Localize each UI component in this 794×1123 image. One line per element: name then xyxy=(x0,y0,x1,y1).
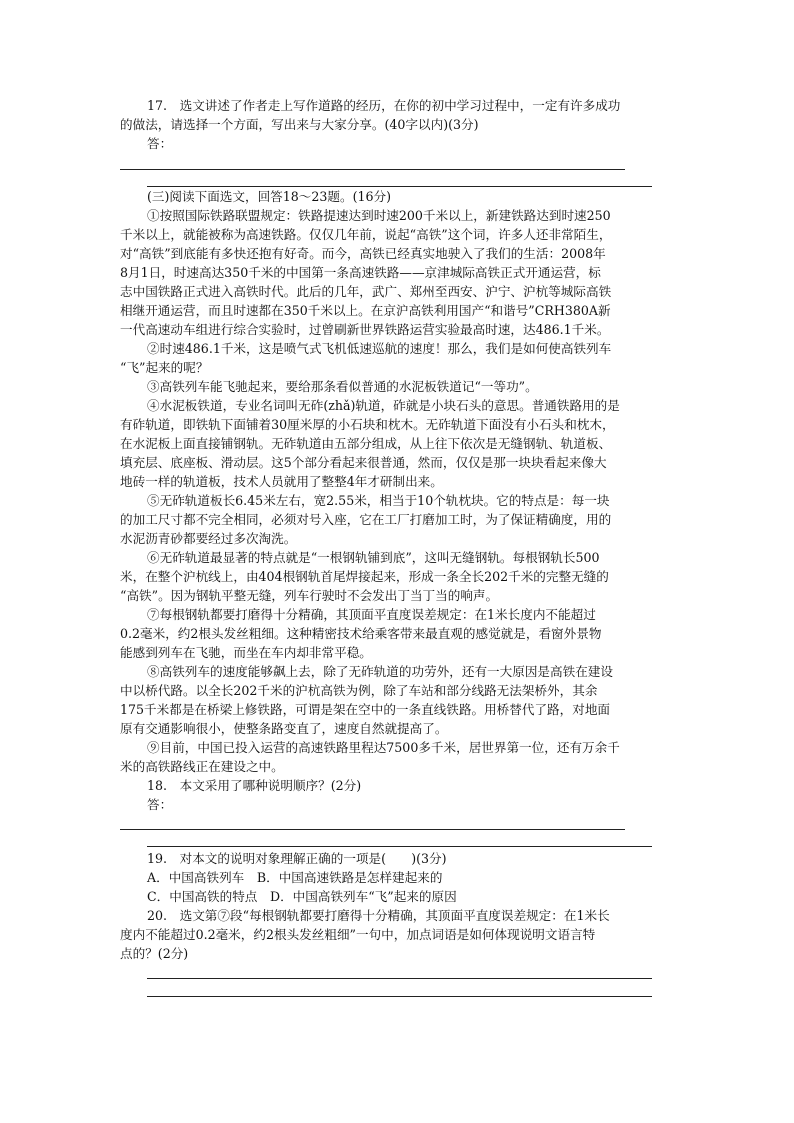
para-4-line: 填充层、底座板、滑动层。这5个部分看起来很普通，然而，仅仅是那一块块看起来像大 xyxy=(120,455,607,470)
q18-answer-line-1[interactable] xyxy=(120,829,625,830)
q19-options-ab: A．中国高铁列车 B．中国高速铁路是怎样建起来的 xyxy=(147,870,443,885)
para-5-line: ⑤无砟轨道板长6.45米左右，宽2.55米，相当于10个轨枕块。它的特点是：每一块 xyxy=(147,493,610,508)
para-7-line: 0.2毫米，约2根头发丝粗细。这种精密技术给乘客带来最直观的感觉就是，看窗外景物 xyxy=(120,626,602,641)
para-1-line: 8月1日，时速高达350千米的中国第一条高速铁路——京津城际高铁正式开通运营，标 xyxy=(120,265,601,280)
para-8-line: 原有交通影响很小，使整条路变直了，速度自然就提高了。 xyxy=(120,721,448,736)
para-1-line: 相继开通运营，而且时速都在350千米以上。在京沪高铁利用国产“和谐号”CRH380A新 xyxy=(120,303,611,318)
q20-answer-line-1[interactable] xyxy=(147,978,652,979)
q18-answer-line-2[interactable] xyxy=(147,846,652,847)
q17-answer-line-1[interactable] xyxy=(120,169,625,170)
para-9-line: 米的高铁路线正在建设之中。 xyxy=(120,759,284,774)
q18-question: 18. 本文采用了哪种说明顺序？(2分) xyxy=(147,778,362,793)
q17-line-2: 的做法，请选择一个方面，写出来与大家分享。(40字以内)(3分) xyxy=(120,117,479,132)
para-6-line: ⑥无砟轨道最显著的特点就是“一根钢轨铺到底”，这叫无缝钢轨。每根钢轨长500 xyxy=(147,550,600,565)
para-8-line: 中以桥代路。以全长202千米的沪杭高铁为例，除了车站和部分线路无法架桥外，其余 xyxy=(120,683,598,698)
para-8-line: 175千米都是在桥梁上修铁路，可谓是架在空中的一条直线铁路。用桥替代了路，对地面 xyxy=(120,702,611,717)
para-7-line: ⑦每根钢轨都要打磨得十分精确，其顶面平直度误差规定：在1米长度内不能超过 xyxy=(147,607,596,622)
para-1-line: ①按照国际铁路联盟规定：铁路提速达到时速200千米以上，新建铁路达到时速250 xyxy=(147,208,611,223)
para-4-line: 地砖一样的轨道板，技术人员就用了整整4年才研制出来。 xyxy=(120,474,443,489)
para-1-line: 一代高速动车组进行综合实验时，过曾刷新世界铁路运营实验最高时速，达486.1千米。 xyxy=(120,322,610,337)
para-6-line: “高铁”。因为钢轨平整无缝，列车行驶时不会发出丁当丁当的响声。 xyxy=(120,588,499,603)
para-6-line: 米，在整个沪杭线上，由404根钢轨首尾焊接起来，形成一条全长202千米的完整无缝的 xyxy=(120,569,609,584)
para-4-line: 在水泥板上面直接铺钢轨。无砟轨道由五部分组成，从上往下依次是无缝钢轨、轨道板、 xyxy=(120,436,612,451)
q19-question: 19. 对本文的说明对象理解正确的一项是( )(3分) xyxy=(147,851,447,866)
para-4-line: ④水泥板铁道，专业名词叫无砟(zhǎ)轨道，砟就是小块石头的意思。普通铁路用的是 xyxy=(147,398,620,413)
para-1-line: 志中国铁路正式进入高铁时代。此后的几年，武广、郑州至西安、沪宁、沪杭等城际高铁 xyxy=(120,284,612,299)
para-8-line: ⑧高铁列车的速度能够飙上去，除了无砟轨道的功劳外，还有一大原因是高铁在建设 xyxy=(147,664,613,679)
q18-answer-label: 答： xyxy=(147,797,173,812)
q20-answer-line-2[interactable] xyxy=(147,996,652,997)
para-5-line: 水泥沥青砂都要经过多次淘洗。 xyxy=(120,531,297,546)
para-1-line: 对“高铁”到底能有多快还抱有好奇。而今，高铁已经真实地驶入了我们的生活：2008年 xyxy=(120,246,606,261)
para-5-line: 的加工尺寸都不完全相同，必须对号入座，它在工厂打磨加工时，为了保证精确度，用的 xyxy=(120,512,612,527)
para-3-line: ③高铁列车能飞驰起来，要给那条看似普通的水泥板铁道记“一等功”。 xyxy=(147,379,538,394)
q19-options-cd: C．中国高铁的特点 D．中国高铁列车“飞”起来的原因 xyxy=(147,889,457,904)
section-3-heading: (三)阅读下面选文，回答18～23题。(16分) xyxy=(147,189,392,204)
q17-line-1: 17. 选文讲述了作者走上写作道路的经历，在你的初中学习过程中，一定有许多成功 xyxy=(147,98,621,113)
para-7-line: 能感到列车在飞驰，而坐在车内却非常平稳。 xyxy=(120,645,372,660)
q20-line-3: 点的？(2分) xyxy=(120,946,189,961)
para-1-line: 千米以上，就能被称为高速铁路。仅仅几年前，说起“高铁”这个词，许多人还非常陌生， xyxy=(120,227,612,242)
q20-line-2: 度内不能超过0.2毫米，约2根头发丝粗细”一句中，加点词语是如何体现说明文语言特 xyxy=(120,927,596,942)
para-2-line: ②时速486.1千米，这是喷气式飞机低速巡航的速度！那么，我们是如何使高铁列车 xyxy=(147,341,612,356)
para-2-line: “飞”起来的呢？ xyxy=(120,360,209,375)
para-4-line: 有砟轨道，即铁轨下面铺着30厘米厚的小石块和枕木。无砟轨道下面没有小石头和枕木， xyxy=(120,417,615,432)
q17-answer-label: 答： xyxy=(147,136,173,151)
q20-line-1: 20. 选文第⑦段“每根钢轨都要打磨得十分精确，其顶面平直度误差规定：在1米长 xyxy=(147,908,610,923)
para-9-line: ⑨目前，中国已投入运营的高速铁路里程达7500多千米，居世界第一位，还有万余千 xyxy=(147,740,620,755)
